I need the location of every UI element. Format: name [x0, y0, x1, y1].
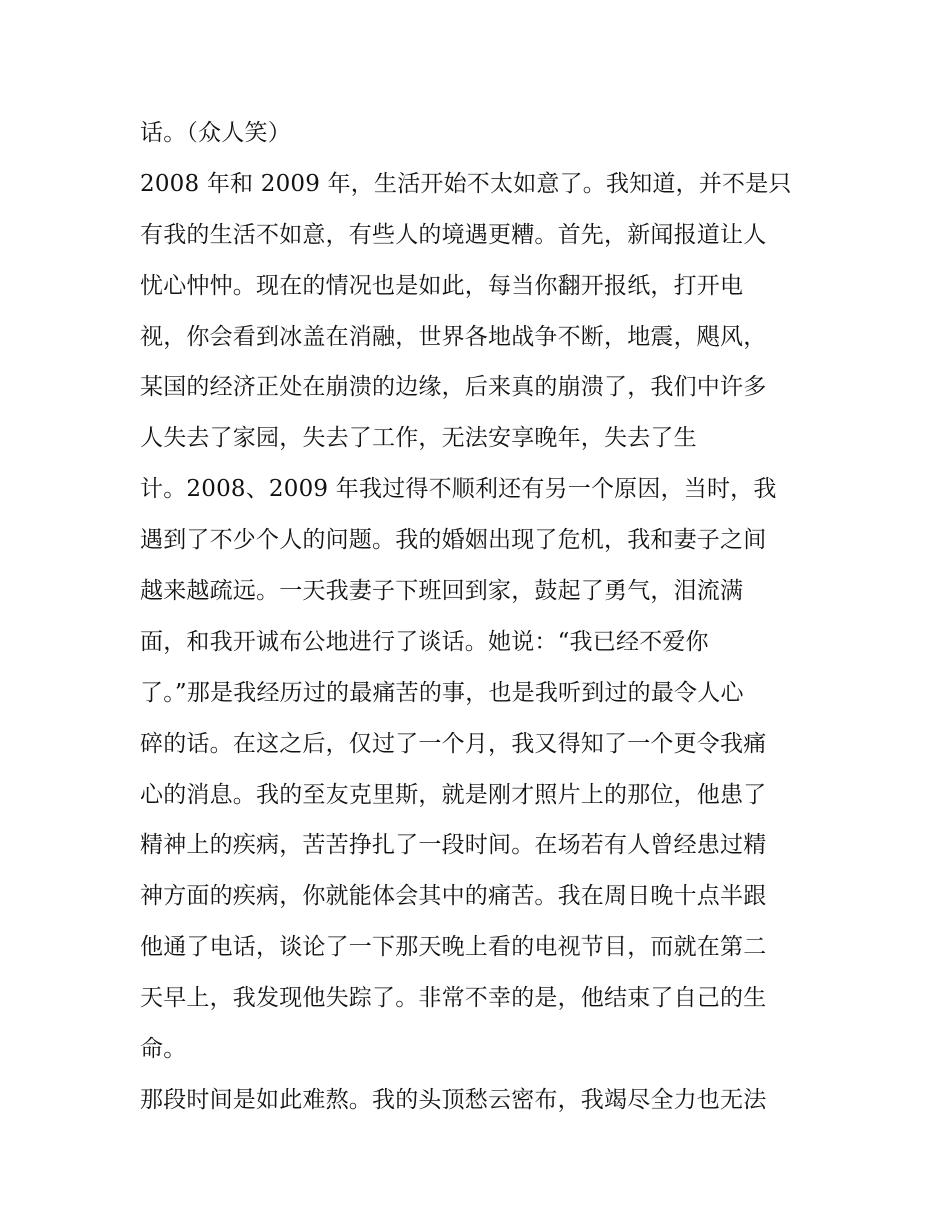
text-line: 神方面的疾病，你就能体会其中的痛苦。我在周日晚十点半跟 — [140, 883, 767, 910]
text-line: 精神上的疾病，苦苦挣扎了一段时间。在场若有人曾经患过精 — [140, 832, 767, 859]
text-line: 忧心忡忡。现在的情况也是如此，每当你翻开报纸，打开电 — [140, 272, 744, 299]
text-line: 他通了电话，谈论了一下那天晚上看的电视节目，而就在第二 — [140, 934, 767, 961]
text-line: 心的消息。我的至友克里斯，就是刚才照片上的那位，他患了 — [140, 781, 767, 808]
text-line: 了。”那是我经历过的最痛苦的事，也是我听到过的最令人心 — [140, 679, 744, 706]
text-line: 话。（众人笑） — [140, 120, 291, 146]
text-line: 命。 — [140, 1036, 187, 1063]
text-line: 面，和我开诚布公地进行了谈话。她说：“我已经不爱你 — [140, 628, 709, 655]
text-line: 人失去了家园，失去了工作，无法安享晚年，失去了生 — [140, 425, 697, 452]
text-line: 有我的生活不如意，有些人的境遇更糟。首先，新闻报道让人 — [140, 221, 767, 248]
text-line: 计。2008、2009 年我过得不顺利还有另一个原因，当时，我 — [140, 476, 777, 503]
text-line: 那段时间是如此难熬。我的头顶愁云密布，我竭尽全力也无法 — [140, 1086, 767, 1113]
text-line: 2008 年和 2009 年，生活开始不太如意了。我知道，并不是只 — [140, 170, 792, 197]
text-line: 遇到了不少个人的问题。我的婚姻出现了危机，我和妻子之间 — [140, 527, 767, 554]
body-text — [140, 108, 820, 1126]
text-line: 越来越疏远。一天我妻子下班回到家，鼓起了勇气，泪流满 — [140, 578, 744, 605]
text-line: 天早上，我发现他失踪了。非常不幸的是，他结束了自己的生 — [140, 985, 767, 1012]
text-line: 视，你会看到冰盖在消融，世界各地战争不断，地震，飓风， — [140, 323, 767, 350]
text-line: 某国的经济正处在崩溃的边缘，后来真的崩溃了，我们中许多 — [140, 374, 767, 401]
text-line: 碎的话。在这之后，仅过了一个月，我又得知了一个更令我痛 — [140, 730, 767, 757]
